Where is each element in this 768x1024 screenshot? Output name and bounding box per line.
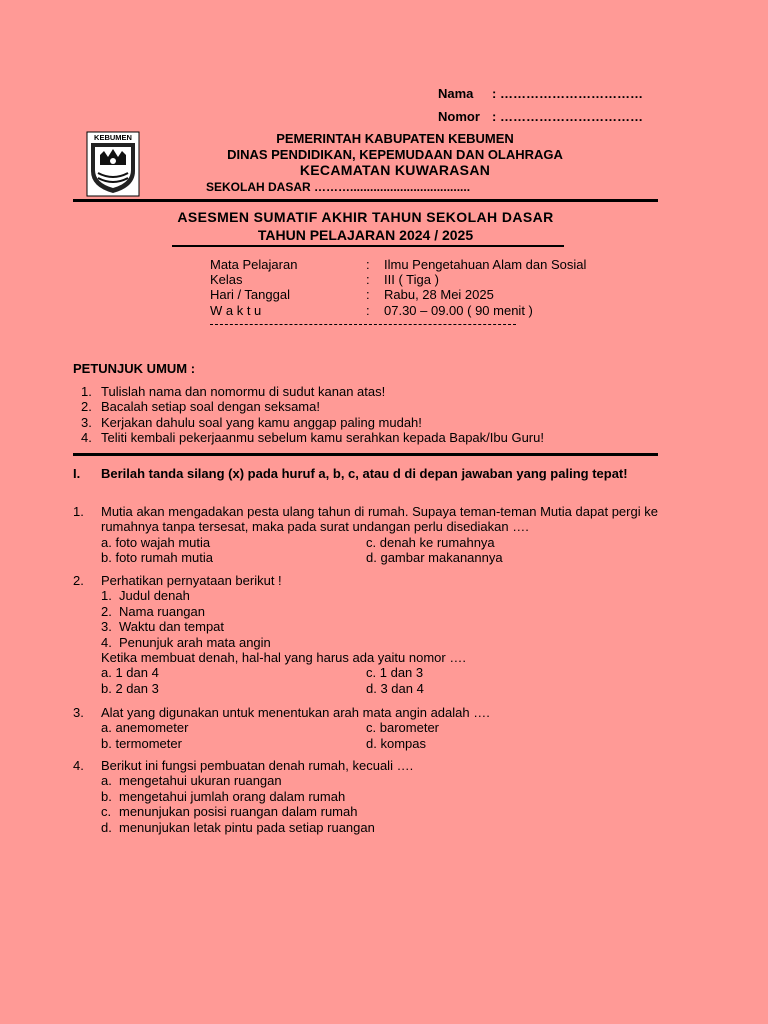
option-letter[interactable]: d. [366,735,377,751]
option-text: 3 dan 4 [380,680,424,696]
answer-option[interactable] [101,681,159,696]
section-text: Berilah tanda silang (x) pada huruf a, b, c, atau d di depan jawaban yang paling tepat! [101,466,628,481]
header-divider [73,199,658,202]
option-text: kompas [380,735,426,751]
option-text: 1 dan 3 [379,665,424,681]
question-number: 4. [73,758,84,773]
answer-option[interactable] [101,720,188,735]
question-2 [73,573,658,696]
question-number: 1. [73,504,84,519]
meta-colon: : [366,303,370,318]
list-item [81,415,661,430]
item-text: Waktu dan tempat [119,619,225,635]
list-item [101,588,658,603]
question-text: Ketika membuat denah, hal-hal yang harus ada yaitu nomor …. [101,649,466,665]
answer-options [101,773,658,835]
meta-label: Mata Pelajaran [210,257,298,272]
question-text: Alat yang digunakan untuk menentukan arah mata angin adalah …. [101,705,490,720]
item-number: 4. [81,430,92,446]
option-letter[interactable]: c. [366,665,377,681]
question-3 [73,705,658,751]
option-letter[interactable]: c. [366,534,377,550]
letterhead-line2: DINAS PENDIDIKAN, KEPEMUDAAN DAN OLAHRAGA [227,147,563,162]
list-item [101,604,658,619]
answer-options [101,535,658,566]
item-text: Kerjakan dahulu soal yang kamu anggap paling mudah! [101,414,422,430]
option-text: 1 dan 4 [115,665,159,681]
item-text: Tulislah nama dan nomormu di sudut kanan atas! [101,384,386,399]
section-instruction [73,466,658,481]
question-4 [73,758,658,835]
answer-option[interactable] [366,535,495,550]
item-text: Penunjuk arah mata angin [119,634,271,650]
list-item [81,430,661,445]
list-item [101,619,658,634]
answer-option[interactable] [366,736,426,751]
option-text: mengetahui ukuran ruangan [119,773,282,789]
item-text: Judul denah [119,588,190,604]
section-divider [73,453,658,456]
item-number: 3. [101,619,112,635]
option-text: mengetahui jumlah orang dalam rumah [119,788,346,804]
option-letter[interactable]: d. [101,819,112,835]
name-row [438,86,643,101]
option-letter[interactable]: a. [101,720,112,736]
option-text: menunjukan posisi ruangan dalam rumah [119,804,358,820]
instructions-heading: PETUNJUK UMUM : [73,361,196,376]
answer-option[interactable] [101,789,658,804]
list-item [81,384,661,399]
instructions-list [81,384,661,446]
option-letter[interactable]: c. [101,804,112,820]
answer-option[interactable] [366,681,424,696]
list-item [81,399,661,414]
exam-subtitle: TAHUN PELAJARAN 2024 / 2025 [257,227,474,243]
item-text: Teliti kembali pekerjaanmu sebelum kamu serahkan kepada Bapak/Ibu Guru! [101,430,544,446]
question-text: Perhatikan pernyataan berikut ! [101,573,282,588]
letterhead-line1: PEMERINTAH KABUPATEN KEBUMEN [276,131,514,146]
option-letter[interactable]: c. [366,720,377,736]
option-text: barometer [379,720,439,736]
meta-colon: : [366,272,370,287]
meta-colon: : [366,257,370,272]
question-text: Mutia akan mengadakan pesta ulang tahun di rumah. Supaya teman-teman Mutia dapat pergi ke rumahnya tanpa tersesat, maka pada surat undangan perlu disediakan …. [101,504,658,535]
answer-option[interactable] [101,535,210,550]
answer-option[interactable] [366,550,503,565]
name-label: Nama [438,86,474,101]
meta-label: W a k t u [210,303,262,318]
question-text: Berikut ini fungsi pembuatan denah rumah, kecuali …. [101,758,414,773]
meta-value: 07.30 – 09.00 ( 90 menit ) [384,303,533,318]
item-number: 1. [101,588,112,604]
item-text: Bacalah setiap soal dengan seksama! [101,399,320,415]
option-text: termometer [115,735,182,751]
meta-colon: : [366,287,370,302]
number-label: Nomor [438,109,480,124]
letterhead-line3: KECAMATAN KUWARASAN [299,162,491,178]
meta-value: Rabu, 28 Mei 2025 [384,287,494,302]
item-text: Nama ruangan [119,603,205,619]
option-text: denah ke rumahnya [379,534,495,550]
letterhead-school: SEKOLAH DASAR ……….................................... [206,180,471,194]
answer-option[interactable] [101,773,658,788]
question-number: 2. [73,573,84,588]
answer-option[interactable] [101,820,658,835]
item-number: 1. [81,384,92,399]
item-number: 2. [81,399,92,415]
meta-label: Hari / Tanggal [210,287,290,302]
exam-title: ASESMEN SUMATIF AKHIR TAHUN SEKOLAH DASAR [177,209,554,225]
meta-label: Kelas [210,272,243,287]
kebumen-logo [86,131,140,197]
statement-list [101,588,658,650]
answer-option[interactable] [366,665,423,680]
meta-divider [210,324,516,325]
meta-value: III ( Tiga ) [384,272,439,287]
option-text: gambar makanannya [380,550,503,566]
option-text: menunjukan letak pintu pada setiap ruangan [119,819,375,835]
answer-option[interactable] [101,665,159,680]
option-text: foto rumah mutia [115,550,214,566]
list-item [101,635,658,650]
option-letter[interactable]: d. [366,680,377,696]
option-letter[interactable]: a. [101,534,112,550]
title-underline [172,245,564,247]
question-number: 3. [73,705,84,720]
option-letter[interactable]: d. [366,550,377,566]
number-row [438,109,643,124]
name-field[interactable]: : …………………………… [492,86,643,101]
option-text: foto wajah mutia [115,534,211,550]
answer-option[interactable] [366,720,439,735]
option-letter[interactable]: b. [101,735,112,751]
option-letter[interactable]: a. [101,665,112,681]
answer-option[interactable] [101,804,658,819]
option-letter[interactable]: b. [101,550,112,566]
answer-options [101,720,658,751]
section-number: I. [73,466,81,481]
logo-text: KEBUMEN [94,133,132,142]
option-text: anemometer [115,720,189,736]
number-field[interactable]: : …………………………… [492,109,643,124]
item-number: 3. [81,414,92,430]
option-letter[interactable]: a. [101,773,112,789]
question-1 [73,504,658,566]
option-text: 2 dan 3 [115,680,159,696]
answer-option[interactable] [101,550,213,565]
option-letter[interactable]: b. [101,680,112,696]
meta-value: Ilmu Pengetahuan Alam dan Sosial [384,257,587,272]
item-number: 2. [101,603,112,619]
option-letter[interactable]: b. [101,788,112,804]
answer-options [101,665,658,696]
item-number: 4. [101,634,112,650]
answer-option[interactable] [101,736,182,751]
